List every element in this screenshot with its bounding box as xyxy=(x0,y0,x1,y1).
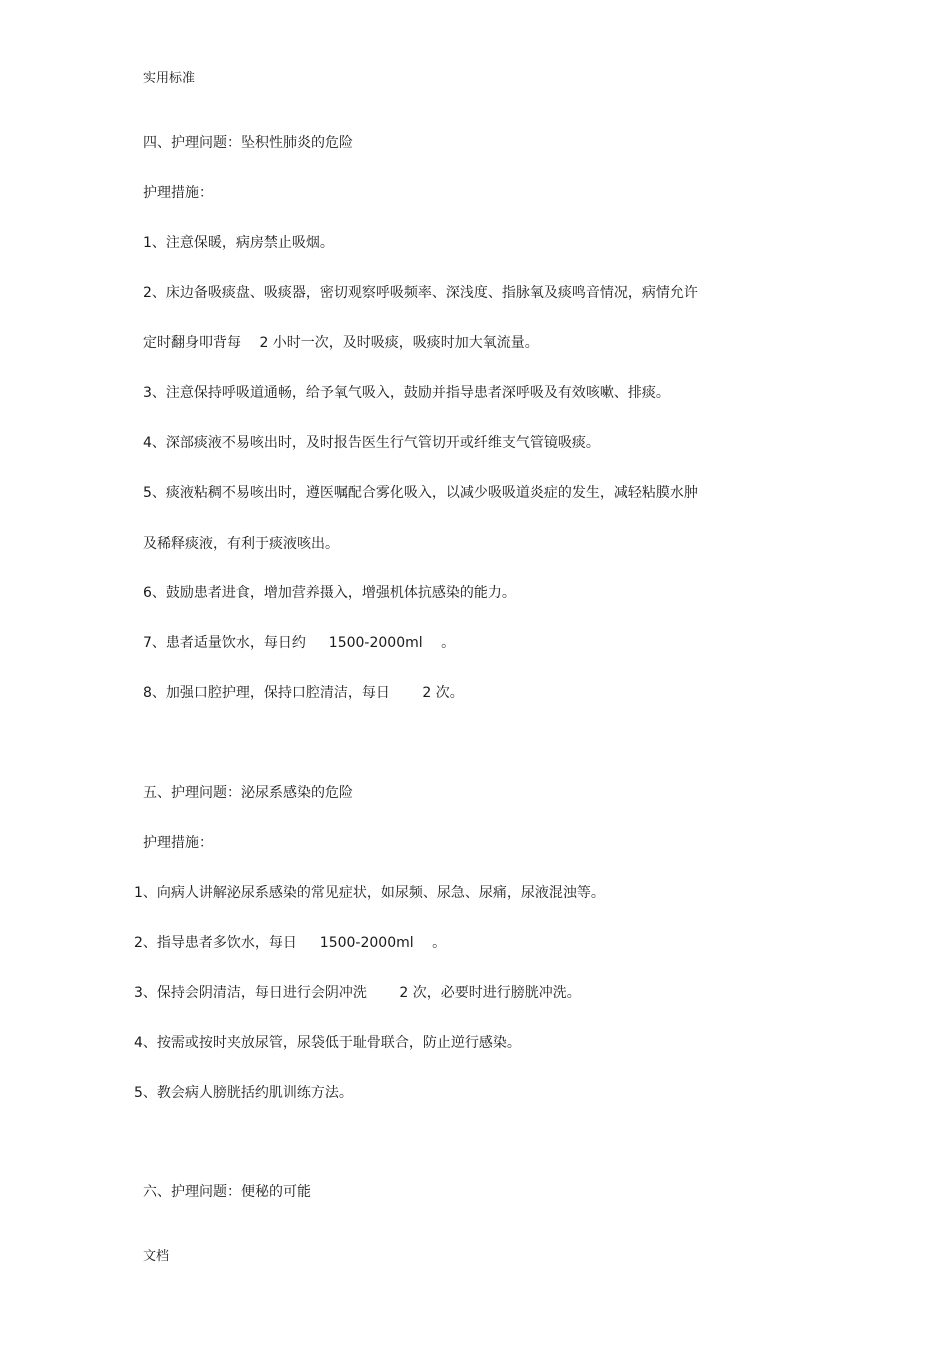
section-4-item: 6、鼓励患者进食，增加营养摄入，增强机体抗感染的能力。 xyxy=(143,585,516,601)
section-4-item: 8、加强口腔护理，保持口腔清洁，每日 2 次。 xyxy=(143,685,464,701)
section-4-item: 及稀释痰液，有利于痰液咳出。 xyxy=(143,536,339,552)
section-4-item: 3、注意保持呼吸道通畅，给予氧气吸入，鼓励并指导患者深呼吸及有效咳嗽、排痰。 xyxy=(143,385,670,401)
section-5-item: 5、教会病人膀胱括约肌训练方法。 xyxy=(134,1085,353,1101)
section-4-item: 2、床边备吸痰盘、吸痰器，密切观察呼吸频率、深浅度、指脉氧及痰鸣音情况，病情允许 xyxy=(143,285,698,301)
section-4-item: 4、深部痰液不易咳出时，及时报告医生行气管切开或纤维支气管镜吸痰。 xyxy=(143,435,600,451)
section-4-item: 7、患者适量饮水，每日约 1500-2000ml 。 xyxy=(143,635,456,651)
section-4-title: 四、护理问题：坠积性肺炎的危险 xyxy=(143,135,353,151)
section-5-item: 3、保持会阴清洁，每日进行会阴冲洗 2 次，必要时进行膀胱冲洗。 xyxy=(134,985,581,1001)
page-header: 实用标准 xyxy=(143,71,196,86)
section-4-item: 5、痰液粘稠不易咳出时，遵医嘱配合雾化吸入，以减少吸吸道炎症的发生，减轻粘膜水肿 xyxy=(143,485,698,501)
section-5-item: 2、指导患者多饮水，每日 1500-2000ml 。 xyxy=(134,935,447,951)
section-5-item: 4、按需或按时夹放尿管，尿袋低于耻骨联合，防止逆行感染。 xyxy=(134,1035,521,1051)
section-5-item: 1、向病人讲解泌尿系感染的常见症状，如尿频、尿急、尿痛，尿液混浊等。 xyxy=(134,885,605,901)
section-6-title: 六、护理问题：便秘的可能 xyxy=(143,1184,311,1200)
section-5-measures-label: 护理措施： xyxy=(143,835,213,851)
section-4-measures-label: 护理措施： xyxy=(143,185,213,201)
section-5-title: 五、护理问题：泌尿系感染的危险 xyxy=(143,785,353,801)
page-footer: 文档 xyxy=(143,1249,170,1264)
section-4-item: 定时翻身叩背每 2 小时一次，及时吸痰，吸痰时加大氧流量。 xyxy=(143,335,539,351)
section-4-item: 1、注意保暖，病房禁止吸烟。 xyxy=(143,235,334,251)
